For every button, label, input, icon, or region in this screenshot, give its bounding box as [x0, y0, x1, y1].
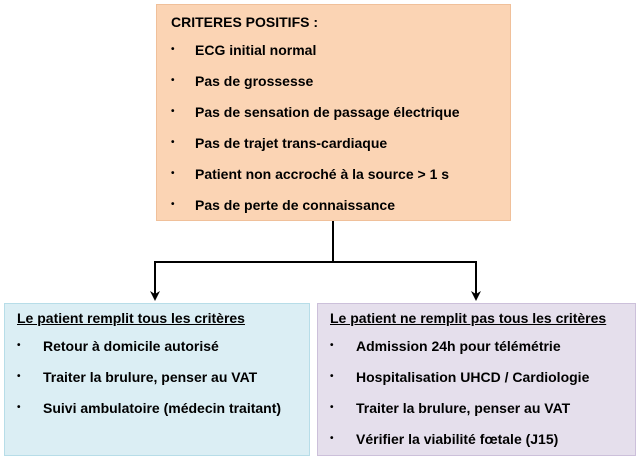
list-item: • Vérifier la viabilité fœtale (J15): [330, 431, 559, 447]
list-item: • Retour à domicile autorisé: [17, 338, 219, 354]
bullet-icon: •: [330, 340, 334, 351]
bullet-icon: •: [171, 137, 175, 148]
list-item: • Suivi ambulatoire (médecin traitant): [17, 400, 282, 416]
bullet-icon: •: [330, 402, 334, 413]
bullet-icon: •: [171, 44, 175, 55]
bullet-icon: •: [171, 106, 175, 117]
list-item: • Pas de grossesse: [171, 73, 314, 89]
bullet-icon: •: [17, 371, 21, 382]
bullet-icon: •: [17, 340, 21, 351]
list-item: • Pas de trajet trans-cardiaque: [171, 135, 388, 151]
all-criteria-met-list: [5, 337, 309, 430]
list-item: • Hospitalisation UHCD / Cardiologie: [330, 369, 590, 385]
bullet-icon: •: [171, 199, 175, 210]
bullet-icon: •: [171, 168, 175, 179]
bullet-icon: •: [330, 371, 334, 382]
not-all-criteria-met-box: [317, 303, 636, 456]
list-item: • Admission 24h pour télémétrie: [330, 338, 561, 354]
positive-criteria-box: [156, 4, 511, 221]
positive-criteria-heading: CRITERES POSITIFS :: [171, 14, 319, 30]
bullet-icon: •: [17, 402, 21, 413]
list-item: • Patient non accroché à la source > 1 s: [171, 166, 450, 182]
list-item: • ECG initial normal: [171, 42, 317, 58]
bullet-icon: •: [171, 75, 175, 86]
list-item: • Pas de perte de connaissance: [171, 197, 395, 213]
list-item: • Traiter la brulure, penser au VAT: [330, 400, 571, 416]
not-all-criteria-met-heading: Le patient ne remplit pas tous les critères: [330, 310, 607, 326]
not-all-criteria-met-list: [318, 337, 635, 461]
list-item: • Pas de sensation de passage électrique: [171, 104, 460, 120]
positive-criteria-list: [157, 41, 510, 227]
all-criteria-met-heading: Le patient remplit tous les critères: [17, 310, 245, 326]
bullet-icon: •: [330, 433, 334, 444]
list-item: • Traiter la brulure, penser au VAT: [17, 369, 258, 385]
all-criteria-met-box: [4, 303, 310, 456]
